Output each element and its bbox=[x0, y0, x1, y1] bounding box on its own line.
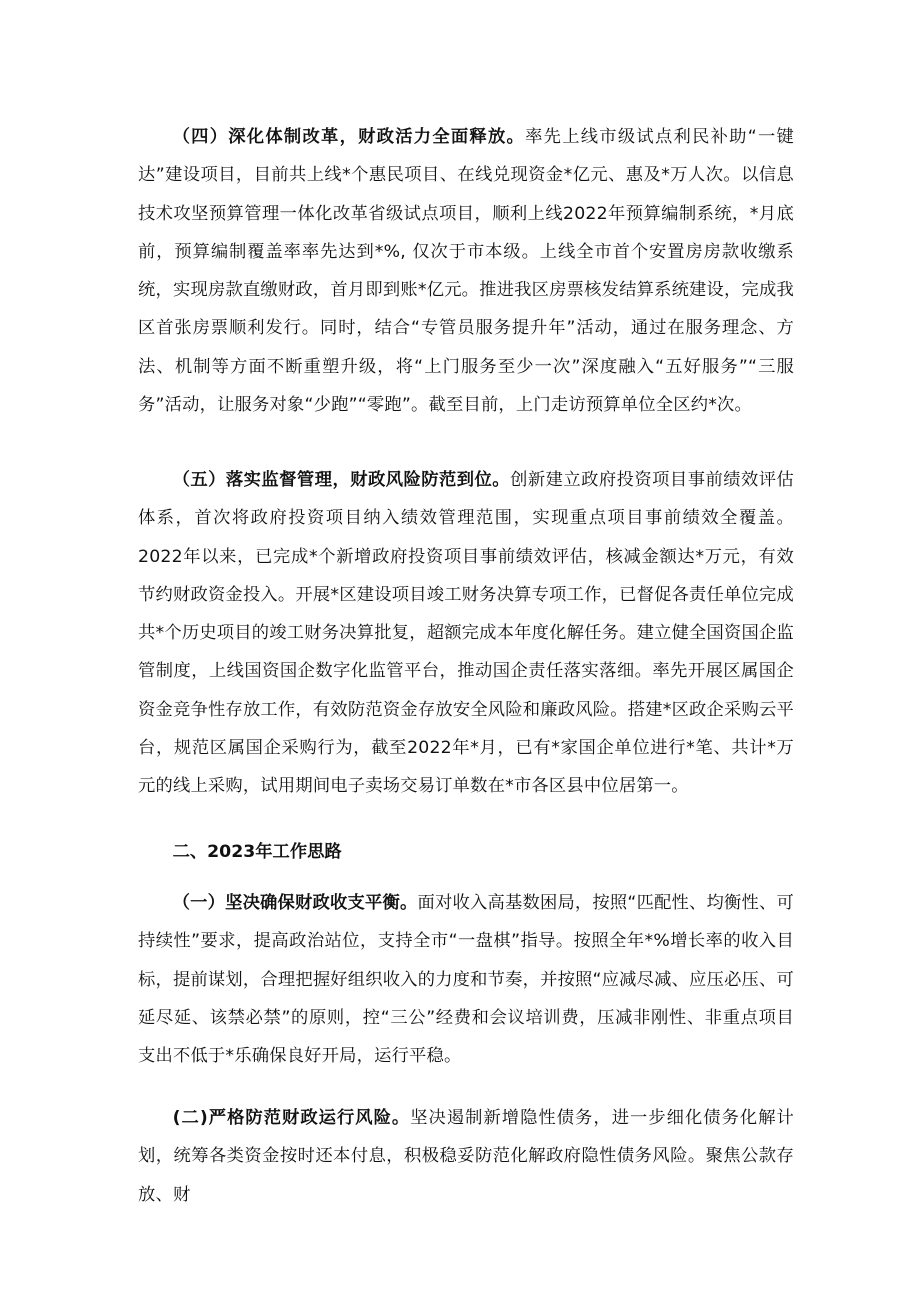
paragraph-lead: （四）深化体制改革，财政活力全面释放。 bbox=[172, 127, 526, 147]
paragraph-body: 创新建立政府投资项目事前绩效评估体系，首次将政府投资项目纳入绩效管理范围，实现重点项目事前绩效全覆盖。2022年以来，已完成*个新增政府投资项目事前绩效评估，核减金额达*万元，有效节约财政资金投入。开展*区建设项目竣工财务决算专项工作，已督促各责任单位完成共*个历史项目的竣工财务决算批复，超额完成本年度化解任务。建立健全国资国企监管制度，上线国资国企数字化监管平台，推动国企责任落实落细。率先开展区属国企资金竞争性存放工作，有效防范资金存放安全风险和廉政风险。搭建*区政企采购云平台，规范区属国企采购行为，截至2022年*月，已有*家国企单位进行*笔、共计*万元的线上采购，试用期间电子卖场交易订单数在*市各区县中位居第一。 bbox=[138, 470, 794, 797]
paragraph-lead: (二)严格防范财政运行风险。 bbox=[172, 1108, 411, 1128]
paragraph-body: 率先上线市级试点利民补助“一键达”建设项目，目前共上线*个惠民项目、在线兑现资金*亿元、惠及*万人次。以信息技术攻坚预算管理一体化改革省级试点项目，顺利上线2022年预算编制系统，*月底前，预算编制覆盖率率先达到*%, 仅次于市本级。上线全市首个安置房房款收缴系统，实现房款直缴财政，首月即到账*亿元。推进我区房票核发结算系统建设，完成我区首张房票顺利发行。同时，结合“专管员服务提升年”活动，通过在服务理念、方法、机制等方面不断重塑升级，将“上门服务至少一次”深度融入“五好服务”“三服务”活动，让服务对象“少跑”“零跑”。截至目前，上门走访预算单位全区约*次。 bbox=[138, 127, 794, 416]
section-heading: 二、2023年工作思路 bbox=[172, 842, 342, 862]
paragraph-balance bbox=[138, 884, 794, 1075]
paragraph-lead: （五）落实监督管理，财政风险防范到位。 bbox=[172, 470, 511, 490]
paragraph-body: 面对收入高基数困局，按照“匹配性、均衡性、可持续性”要求，提高政治站位，支持全市“一盘棋”指导。按照全年*%增长率的收入目标，提前谋划，合理把握好组织收入的力度和节奏，并按照“应减尽减、应压必压、可延尽延、该禁必禁”的原则，控“三公”经费和会议培训费，压减非刚性、非重点项目支出不低于*乐确保良好开局，运行平稳。 bbox=[138, 893, 794, 1067]
paragraph-body: 坚决遏制新增隐性债务，进一步细化债务化解计划，统筹各类资金按时还本付息，积极稳妥防范化解政府隐性债务风险。聚焦公款存放、财 bbox=[138, 1108, 794, 1205]
paragraph-supervision bbox=[138, 461, 794, 806]
paragraph-lead: （一）坚决确保财政收支平衡。 bbox=[172, 893, 418, 913]
paragraph-deepen-reform bbox=[138, 118, 794, 424]
paragraph-risk-prevention bbox=[138, 1099, 794, 1214]
